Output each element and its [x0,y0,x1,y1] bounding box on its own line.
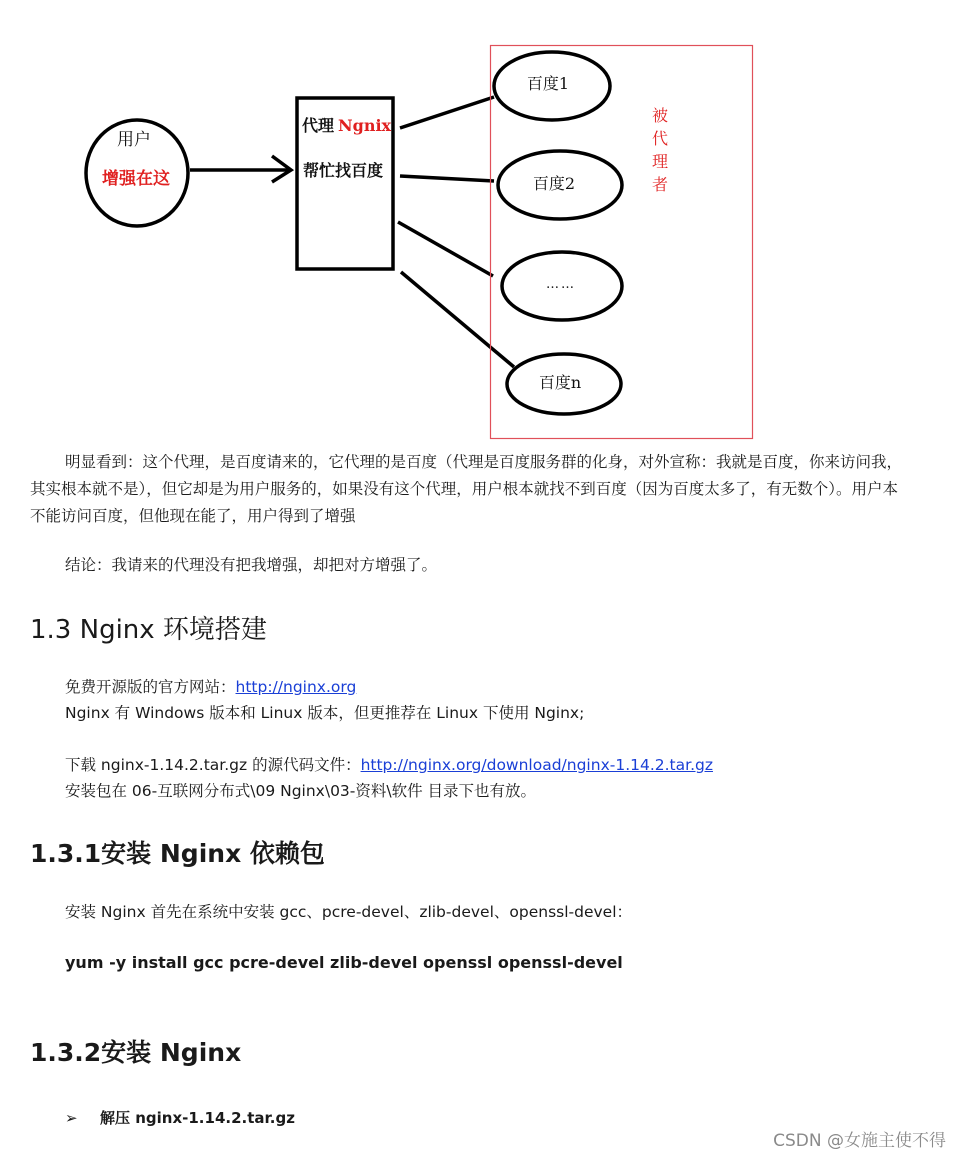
official-site-line [65,675,356,699]
unpack-step [65,1107,295,1128]
csdn-watermark: CSDN @女施主使不得 [773,1131,946,1151]
package-location-note: 安装包在 06-互联网分布式\09 Nginx\03-资料\软件 目录下也有放。 [65,782,537,800]
proxy-diagram [0,0,961,445]
unpack-step-file: nginx-1.14.2.tar.gz [130,1109,295,1127]
server-label-1: 百度1 [526,74,570,93]
proxied-label-char-3: 理 [651,152,669,171]
conclusion-text: 结论：我请来的代理没有把我增强，却把对方增强了。 [65,556,438,574]
download-link[interactable]: http://nginx.org/download/nginx-1.14.2.tar.gz [360,756,713,774]
link-4 [401,272,514,367]
section-1-3-heading: 1.3 Nginx 环境搭建 [30,615,267,645]
dependency-intro: 安装 Nginx 首先在系统中安装 gcc、pcre-devel、zlib-devel、openssl-devel： [65,903,633,921]
explanation-text: 明显看到：这个代理，是百度请来的，它代理的是百度（代理是百度服务群的化身，对外宣称：我就是百度，你来访问我，其实根本就不是），但它却是为用户服务的，如果没有这个代理，用户根本就找不到百度（因为百度太多了，有无数个）。用户本不能访问百度，但他现在能了，用户得到了增强 [30,453,903,525]
proxied-label-char-4: 者 [651,175,669,194]
proxied-label-char-1: 被 [651,106,669,125]
section-1-3-2-heading: 1.3.2安装 Nginx [30,1038,242,1067]
server-label-n: 百度n [538,373,582,392]
user-note: 增强在这 [102,169,170,189]
server-label-3: …… [546,277,576,292]
server-label-2: 百度2 [532,174,576,193]
section-1-3-1-heading: 1.3.1安装 Nginx 依赖包 [30,839,325,868]
link-2 [400,176,494,181]
user-label: 用户 [117,130,151,150]
install-command: yum -y install gcc pcre-devel zlib-devel openssl openssl-devel [65,953,623,972]
proxy-label-highlight: Ngnix [338,116,392,135]
proxied-label-char-2: 代 [651,129,669,148]
official-site-label: 免费开源版的官方网站： [65,678,236,696]
conclusion-paragraph [30,552,910,579]
arrow-bullet-icon: ➢ [65,1109,78,1127]
unpack-step-label: 解压 [100,1109,131,1127]
download-label: 下载 nginx-1.14.2.tar.gz 的源代码文件： [65,756,361,774]
explanation-paragraph [30,449,910,530]
link-3 [398,222,493,276]
link-1 [400,97,494,128]
proxy-label-prefix: 代理 [302,116,335,135]
os-note: Nginx 有 Windows 版本和 Linux 版本，但更推荐在 Linux 下使用 Nginx; [65,704,585,722]
proxy-subtitle: 帮忙找百度 [303,161,384,180]
proxy-label [302,116,392,135]
download-line [65,753,713,777]
official-site-link[interactable]: http://nginx.org [235,678,357,696]
